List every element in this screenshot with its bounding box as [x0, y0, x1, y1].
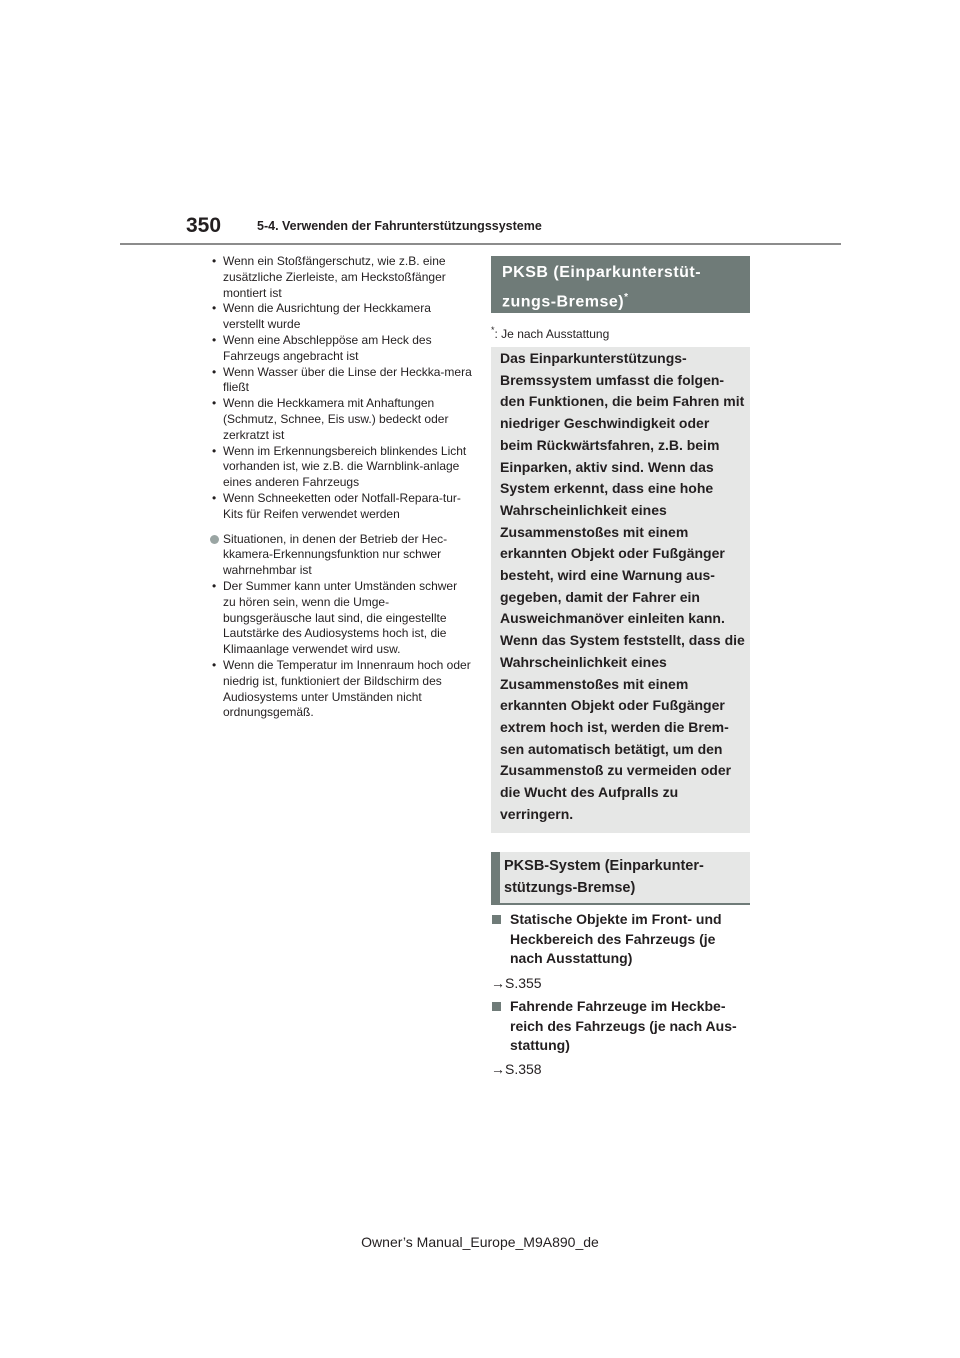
page-reference-link[interactable]: →S.355	[491, 975, 542, 991]
footnote-text: : Je nach Ausstattung	[494, 327, 610, 341]
list-item: • Wenn die Ausrichtung der Heckkamera verstellt wurde	[212, 301, 431, 332]
list-item: • Wenn im Erkennungsbereich blinkendes Licht vorhanden ist, wie z.B. die Warnblink-anlage eines anderen Fahrzeugs	[212, 443, 467, 490]
footnote-marker: *	[491, 325, 495, 335]
list-item: • Wenn Wasser über die Linse der Heckka-mera fließt	[212, 364, 472, 395]
bullet-icon: •	[212, 578, 217, 593]
left-column	[210, 254, 472, 721]
bullet-icon: •	[212, 332, 217, 347]
page-reference-link[interactable]: →S.358	[491, 1061, 542, 1077]
heading-accent-bar	[491, 852, 500, 903]
circle-bullet-item: Situationen, in denen der Betrieb der Hec-kkamera-Erkennungsfunktion nur schwer wahrnehmbar ist	[210, 532, 472, 579]
bullet-list-perception	[210, 579, 472, 721]
info-box-text: Das Einparkunterstützungs-Bremssystem umfasst die folgen-den Funktionen, die beim Fahren mit niedriger Geschwindigkeit oder beim Rückwärtsfahren, z.B. beim Einparken, aktiv sind. Wenn das System erkennt, dass eine hohe Wahrscheinlichkeit eines Zusammenstoßes mit einem erkannten Objekt oder Fußgänger besteht, wird eine Warnung aus-gegeben, damit der Fahrer ein Ausweichmanöver einleiten kann. Wenn das System feststellt, dass die Wahrscheinlichkeit eines Zusammenstoßes mit einem erkannten Objekt oder Fußgänger extrem hoch ist, werden die Brem-sen automatisch betätigt, um den Zusammenstoß zu vermeiden oder die Wucht des Aufpralls zu verringern.	[500, 350, 745, 822]
page-number: 350	[186, 214, 222, 237]
bullet-icon: •	[212, 396, 217, 411]
list-item: • Wenn eine Abschleppöse am Heck des Fahrzeugs angebracht ist	[212, 332, 432, 363]
list-item: • Wenn die Temperatur im Innenraum hoch oder niedrig ist, funktioniert der Bildschirm des Audiosystems unter Umständen nicht ordnungsgemäß.	[212, 657, 471, 720]
bullet-icon: •	[212, 657, 217, 672]
pksb-section-heading	[491, 256, 750, 313]
info-box	[491, 347, 750, 833]
bullet-icon: •	[212, 364, 217, 379]
footnote	[491, 322, 609, 342]
list-item: • Wenn ein Stoßfängerschutz, wie z.B. eine zusätzliche Zierleiste, am Heckstoßfänger montiert ist	[212, 254, 446, 300]
pksb-heading-text: PKSB (Einparkunterstüt-zungs-Bremse)	[502, 264, 702, 311]
heading-divider	[491, 903, 750, 905]
bullet-icon: •	[212, 301, 217, 316]
list-item: • Der Summer kann unter Umständen schwer zu hören sein, wenn die Umge-bungsgeräusche laut sind, die eingestellte Lautstärke des Audiosystems hoch ist, die Klimaanlage verwendet wird usw.	[212, 578, 458, 657]
bullet-icon: •	[212, 254, 217, 268]
item-heading-moving-vehicles: Fahrende Fahrzeuge im Heckbe-reich des Fahrzeugs (je nach Aus-stattung)	[491, 997, 750, 1056]
circle-bullet-icon	[210, 535, 219, 544]
section-title: 5-4. Verwenden der Fahrunterstützungssysteme	[257, 219, 542, 233]
pksb-system-heading-text: PKSB-System (Einparkunter-stützungs-Bremse)	[504, 858, 704, 896]
bullet-list-camera-conditions	[210, 254, 472, 523]
footer-text: Owner’s Manual_Europe_M9A890_de	[361, 1234, 599, 1250]
bullet-icon: •	[212, 490, 217, 505]
bullet-icon: •	[212, 443, 217, 458]
list-item: • Wenn die Heckkamera mit Anhaftungen (Schmutz, Schnee, Eis usw.) bedeckt oder zerkratzt ist	[212, 396, 449, 442]
pksb-system-heading	[491, 852, 750, 903]
header-divider	[120, 243, 841, 245]
list-item: • Wenn Schneeketten oder Notfall-Repara-tur-Kits für Reifen verwendet werden	[212, 490, 461, 521]
footnote-marker: *	[624, 292, 629, 303]
item-heading-static-objects: Statische Objekte im Front- und Heckbereich des Fahrzeugs (je nach Ausstattung)	[491, 910, 750, 969]
